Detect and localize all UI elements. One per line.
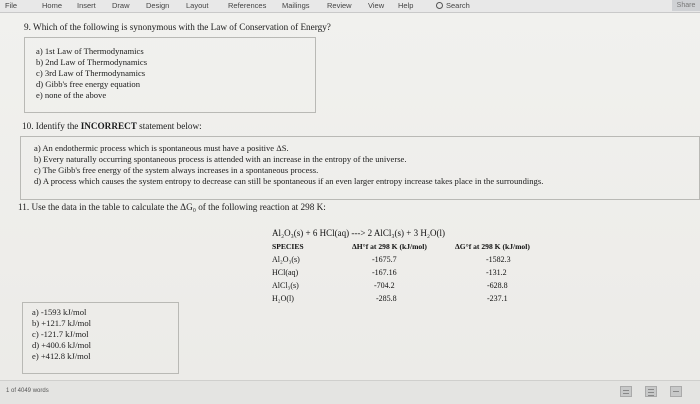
search-icon [436, 2, 443, 9]
tab-file[interactable]: File [5, 1, 18, 10]
share-button[interactable]: Share [672, 0, 700, 11]
q9-option-d: d) Gibb's free energy equation [36, 79, 141, 89]
q9-option-a: a) 1st Law of Thermodynamics [36, 46, 144, 56]
table-cell-dh: -704.2 [374, 281, 395, 290]
tab-home[interactable]: Home [42, 1, 63, 10]
q11-reaction: Al₂O₃(s) + 6 HCl(aq) ---> 2 AlCl₃(s) + 3 H₂O(l) [272, 228, 446, 238]
table-cell-species: HCl(aq) [272, 268, 299, 277]
table-cell-dg: -237.1 [487, 294, 508, 303]
q11-option-d: d) +400.6 kJ/mol [32, 340, 92, 350]
q11-option-e: e) +412.8 kJ/mol [32, 351, 91, 361]
table-cell-dh: -167.16 [372, 268, 397, 277]
table-cell-dg: -628.8 [487, 281, 508, 290]
tab-insert[interactable]: Insert [77, 1, 96, 10]
table-cell-dh: -285.8 [376, 294, 397, 303]
ribbon-bar [0, 0, 700, 13]
q10-option-b: b) Every naturally occurring spontaneous process is attended with an increase in the entropy of the universe. [34, 154, 407, 164]
table-cell-dg: -1582.3 [486, 255, 511, 264]
print-layout-icon[interactable] [645, 386, 657, 397]
tab-review[interactable]: Review [327, 1, 352, 10]
tab-design[interactable]: Design [146, 1, 170, 10]
read-mode-icon[interactable] [620, 386, 632, 397]
tab-draw[interactable]: Draw [112, 1, 130, 10]
q9-prompt: 9. Which of the following is synonymous with the Law of Conservation of Energy? [24, 22, 331, 32]
table-cell-species: AlCl₃(s) [272, 281, 299, 290]
table-cell-dg: -131.2 [486, 268, 507, 277]
tab-layout[interactable]: Layout [186, 1, 209, 10]
q10-prompt-pre: 10. Identify the [22, 121, 81, 131]
word-count[interactable]: 1 of 4049 words [6, 388, 49, 394]
tab-mailings[interactable]: Mailings [282, 1, 310, 10]
table-header-species: SPECIES [272, 242, 304, 251]
search-label: Search [446, 1, 470, 10]
document-page[interactable] [0, 13, 700, 380]
q11-option-b: b) +121.7 kJ/mol [32, 318, 92, 328]
table-cell-species: H₂O(l) [272, 294, 294, 303]
q9-option-c: c) 3rd Law of Thermodynamics [36, 68, 146, 78]
table-cell-species: Al₂O₃(s) [272, 255, 300, 264]
web-layout-icon[interactable] [670, 386, 682, 397]
tab-references[interactable]: References [228, 1, 267, 10]
status-bar [0, 380, 700, 404]
q9-option-e: e) none of the above [36, 90, 107, 100]
table-header-dh: ΔH°f at 298 K (kJ/mol) [352, 242, 427, 251]
q11-option-a: a) -1593 kJ/mol [32, 307, 87, 317]
q10-option-a: a) An endothermic process which is spontaneous must have a positive ΔS. [34, 143, 289, 153]
q11-option-c: c) -121.7 kJ/mol [32, 329, 89, 339]
search-box[interactable] [436, 1, 470, 10]
q11-prompt: 11. Use the data in the table to calculate the ΔG₀ of the following reaction at 298 K: [18, 202, 326, 212]
table-header-dg: ΔG°f at 298 K (kJ/mol) [455, 242, 530, 251]
q10-option-c: c) The Gibb's free energy of the system always increases in a spontaneous process. [34, 165, 319, 175]
table-cell-dh: -1675.7 [372, 255, 397, 264]
q10-option-d: d) A process which causes the system entropy to decrease can still be spontaneous if an even larger entropy increase takes place in the surroundings. [34, 176, 544, 186]
q10-prompt-bold: INCORRECT [80, 121, 137, 131]
q9-option-b: b) 2nd Law of Thermodynamics [36, 57, 148, 67]
tab-help[interactable]: Help [398, 1, 414, 10]
q10-prompt-post: statement below: [136, 121, 202, 131]
q10-prompt [22, 121, 202, 132]
tab-view[interactable]: View [368, 1, 385, 10]
